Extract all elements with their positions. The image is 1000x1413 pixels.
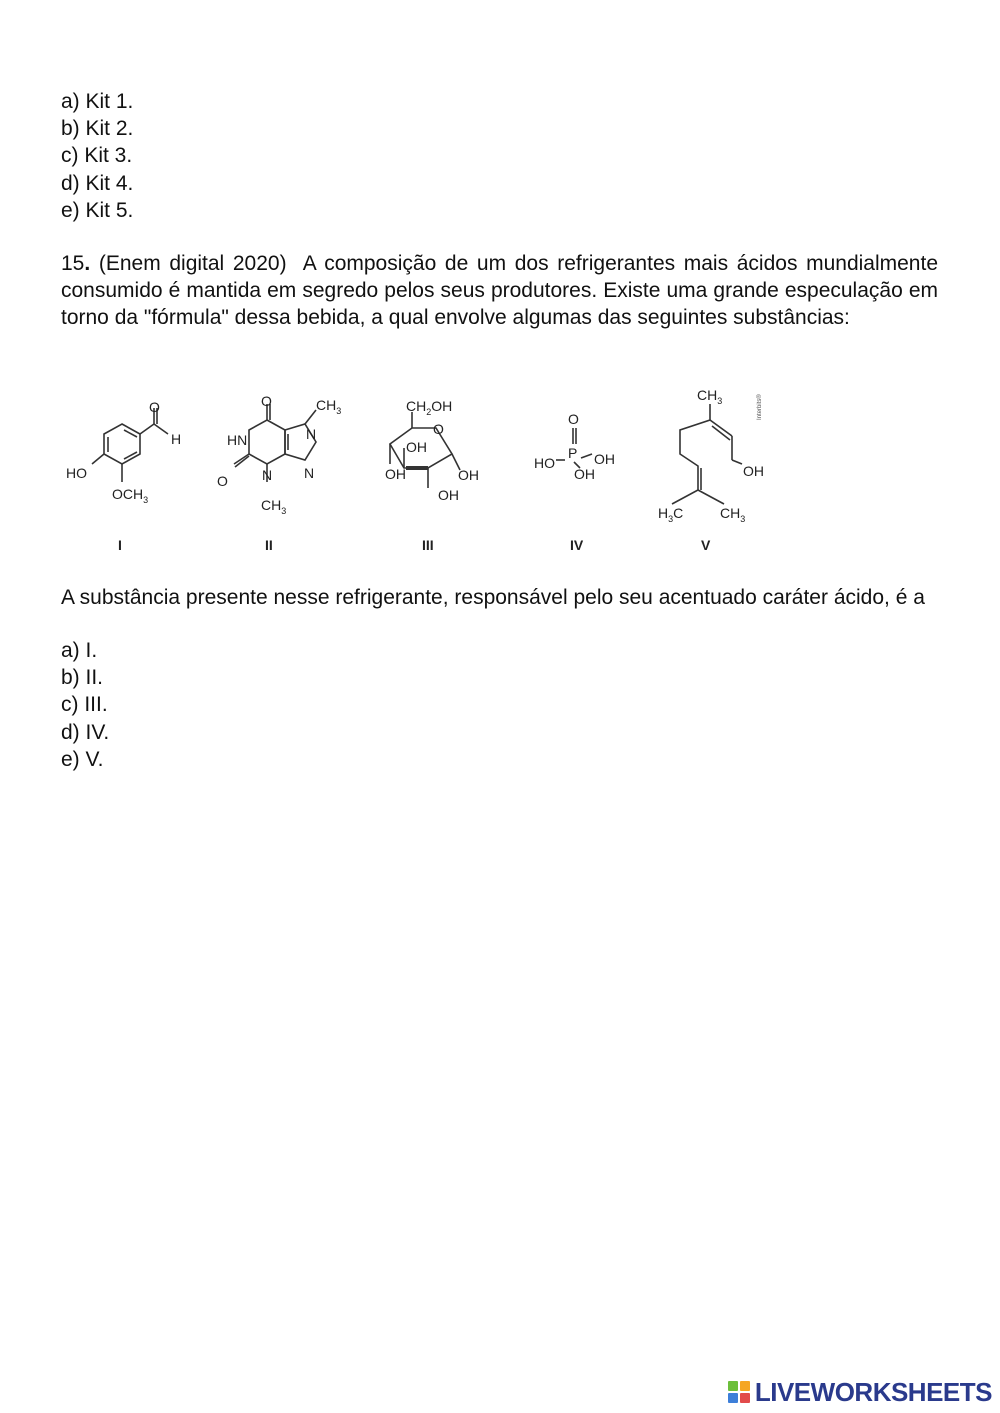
label-iii: III xyxy=(422,537,434,553)
atom-h: H xyxy=(171,431,182,447)
structure-v-geraniol xyxy=(658,387,764,524)
structure-ii-caffeine xyxy=(217,393,341,516)
previous-question-options xyxy=(61,88,133,224)
label-v: V xyxy=(701,537,711,553)
image-credit: Interbits® xyxy=(757,394,763,420)
atom-o: O xyxy=(568,411,579,427)
option-c: c) Kit 3. xyxy=(61,144,133,168)
chemical-structures-figure xyxy=(60,382,768,557)
atom-h3c: $H_3C$ xyxy=(658,505,684,524)
answer-option-d[interactable]: d) IV. xyxy=(61,720,110,744)
answer-option-b[interactable]: b) II. xyxy=(61,666,104,690)
atom-oh: OH xyxy=(574,466,595,482)
atom-ho: HO xyxy=(66,465,87,481)
question-15-statement xyxy=(61,250,938,331)
atom-n: N xyxy=(306,426,317,442)
atom-oh: OH xyxy=(743,463,764,479)
structure-iv-phosphoric-acid xyxy=(534,411,615,482)
atom-oh: OH xyxy=(594,451,615,467)
atom-ch2oh: $CH_2OH$ xyxy=(406,398,453,417)
answer-option-a[interactable]: a) I. xyxy=(61,639,98,662)
atom-oh: OH xyxy=(385,466,406,482)
option-a: a) Kit 1. xyxy=(61,90,134,113)
atom-oh: OH xyxy=(406,439,427,455)
atom-n: N xyxy=(262,467,273,483)
question-number: 15. xyxy=(61,252,91,275)
structure-i-vanillin xyxy=(66,399,181,505)
label-i: I xyxy=(118,537,122,553)
atom-ch3: $CH_3$ xyxy=(316,397,342,416)
atom-ho: HO xyxy=(534,455,555,471)
atom-hn: HN xyxy=(227,432,248,448)
question-source: (Enem digital 2020) xyxy=(98,252,287,275)
option-b: b) Kit 2. xyxy=(61,117,134,141)
option-e: e) Kit 5. xyxy=(61,198,134,222)
atom-oh: OH xyxy=(458,467,479,483)
question-prompt: A substância presente nesse refrigerante, responsável pelo seu acentuado caráter ácido, é a xyxy=(61,586,925,609)
atom-ch3: $CH_3$ xyxy=(261,497,287,516)
watermark-text: LIVEWORKSHEETS xyxy=(754,1376,992,1407)
atom-oh: OH xyxy=(438,487,459,503)
atom-o: O xyxy=(433,421,444,437)
answer-options xyxy=(61,637,109,773)
question-text: A composição de um dos refrigerantes mais ácidos mundialmente consumido é mantida em segredo pelos seus produtores. Existe uma grande especulação em torno da "fórmula" dessa bebida, a qual envolve algumas das seguintes substâncias: xyxy=(61,252,938,329)
atom-n: N xyxy=(304,465,315,481)
atom-och3: $OCH_3$ xyxy=(112,486,149,505)
label-iv: IV xyxy=(570,537,584,553)
answer-option-c[interactable]: c) III. xyxy=(61,693,108,717)
structure-iii-glucose xyxy=(385,398,479,503)
option-d: d) Kit 4. xyxy=(61,171,134,195)
atom-o: O xyxy=(149,399,160,415)
atom-o: O xyxy=(217,473,228,489)
atom-p: P xyxy=(568,445,578,461)
atom-ch3: $CH_3$ xyxy=(720,505,746,524)
label-ii: II xyxy=(265,537,273,553)
liveworksheets-logo-icon xyxy=(728,1381,750,1403)
liveworksheets-watermark xyxy=(728,1377,992,1407)
atom-o: O xyxy=(261,393,272,409)
structures-svg xyxy=(60,382,768,557)
atom-ch3: $CH_3$ xyxy=(697,387,723,406)
answer-option-e[interactable]: e) V. xyxy=(61,747,104,771)
